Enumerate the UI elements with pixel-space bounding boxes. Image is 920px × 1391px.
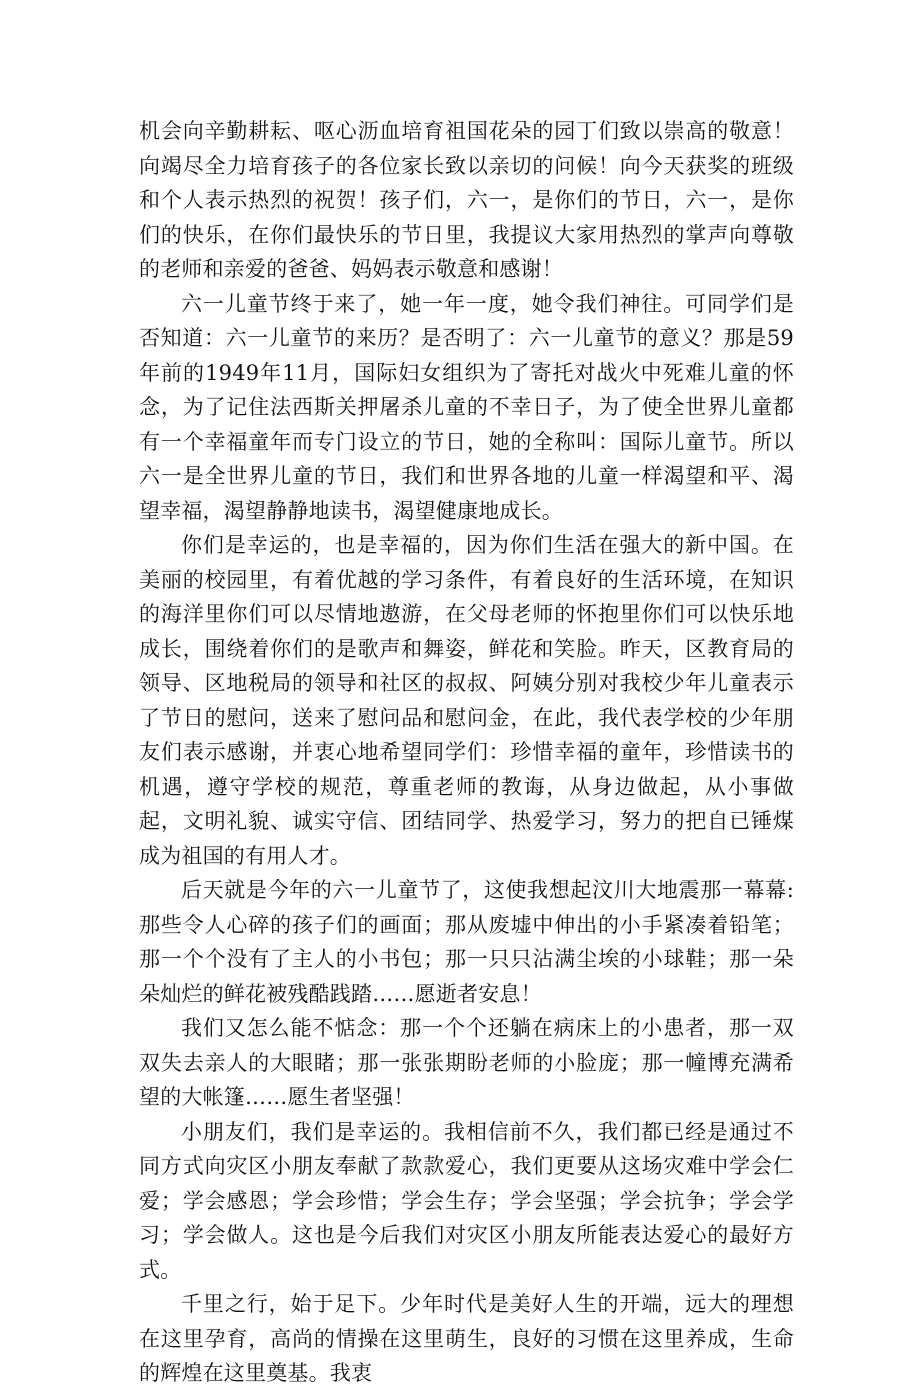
paragraph-3: 你们是幸运的，也是幸福的，因为你们生活在强大的新中国。在美丽的校园里，有着优越的学习条件，有着良好的生活环境，在知识的海洋里你们可以尽情地遨游，在父母老师的怀抱里你们可以快乐地成长，围绕着你们的是歌声和舞姿，鲜花和笑脸。昨天，区教育局的领导、区地税局的领导和社区的叔叔、阿姨分别对我校少年儿童表示了节日的慰问，送来了慰问品和慰问金，在此，我代表学校的少年朋友们表示感谢，并衷心地希望同学们：珍惜幸福的童年，珍惜读书的机遇，遵守学校的规范，尊重老师的教诲，从身边做起，从小事做起，文明礼貌、诚实守信、团结同学、热爱学习，努力的把自已锤煤成为祖国的有用人才。 [139,533,794,868]
paragraph-2: 六一儿童节终于来了，她一年一度，她令我们神往。可同学们是否知道：六一儿童节的来历？是否明了：六一儿童节的意义？那是59年前的1949年11月，国际妇女组织为了寄托对战火中死难儿童的怀念，为了记住法西斯关押屠杀儿童的不幸日子，为了使全世界儿童都有一个幸福童年而专门设立的节日，她的全称叫：国际儿童节。所以六一是全世界儿童的节日，我们和世界各地的儿童一样渴望和平、渴望幸福，渴望静静地读书，渴望健康地成长。 [139,291,794,523]
paragraph-5: 我们又怎么能不惦念：那一个个还躺在病床上的小患者，那一双双失去亲人的大眼睹；那一张张期盼老师的小脸庞；那一幢博充满希望的大帐篷……愿生者坚强！ [139,1016,794,1109]
paragraph-1: 机会向辛勤耕耘、呕心沥血培育祖国花朵的园丁们致以崇高的敬意！向竭尽全力培育孩子的各位家长致以亲切的问候！向今天获奖的班级和个人表示热烈的祝贺！孩子们，六一，是你们的节日，六一，是你们的快乐，在你们最快乐的节日里，我提议大家用热烈的掌声向尊敬的老师和亲爱的爸爸、妈妈表示敬意和感谢！ [139,119,794,281]
paragraph-6: 小朋友们，我们是幸运的。我相信前不久，我们都已经是通过不同方式向灾区小朋友奉献了款款爱心，我们更要从这场灾难中学会仁爱；学会感恩；学会珍惜；学会生存；学会坚强；学会抗争；学会学习；学会做人。这也是今后我们对灾区小朋友所能表达爱心的最好方式。 [139,1119,794,1282]
paragraph-7: 千里之行，始于足下。少年时代是美好人生的开端，远大的理想在这里孕育，高尚的情操在这里萌生，良好的习惯在这里养成，生命的辉煌在这里奠基。我衷 [139,1292,794,1385]
paragraph-4: 后天就是今年的六一儿童节了，这使我想起汶川大地震那一幕幕:那些令人心碎的孩子们的画面；那从废墟中伸出的小手紧凑着铅笔；那一个个没有了主人的小书包；那一只只沾满尘埃的小球鞋；那一朵朵灿烂的鲜花被残酷践踏……愿逝者安息！ [139,878,794,1006]
document-body [139,114,794,1391]
